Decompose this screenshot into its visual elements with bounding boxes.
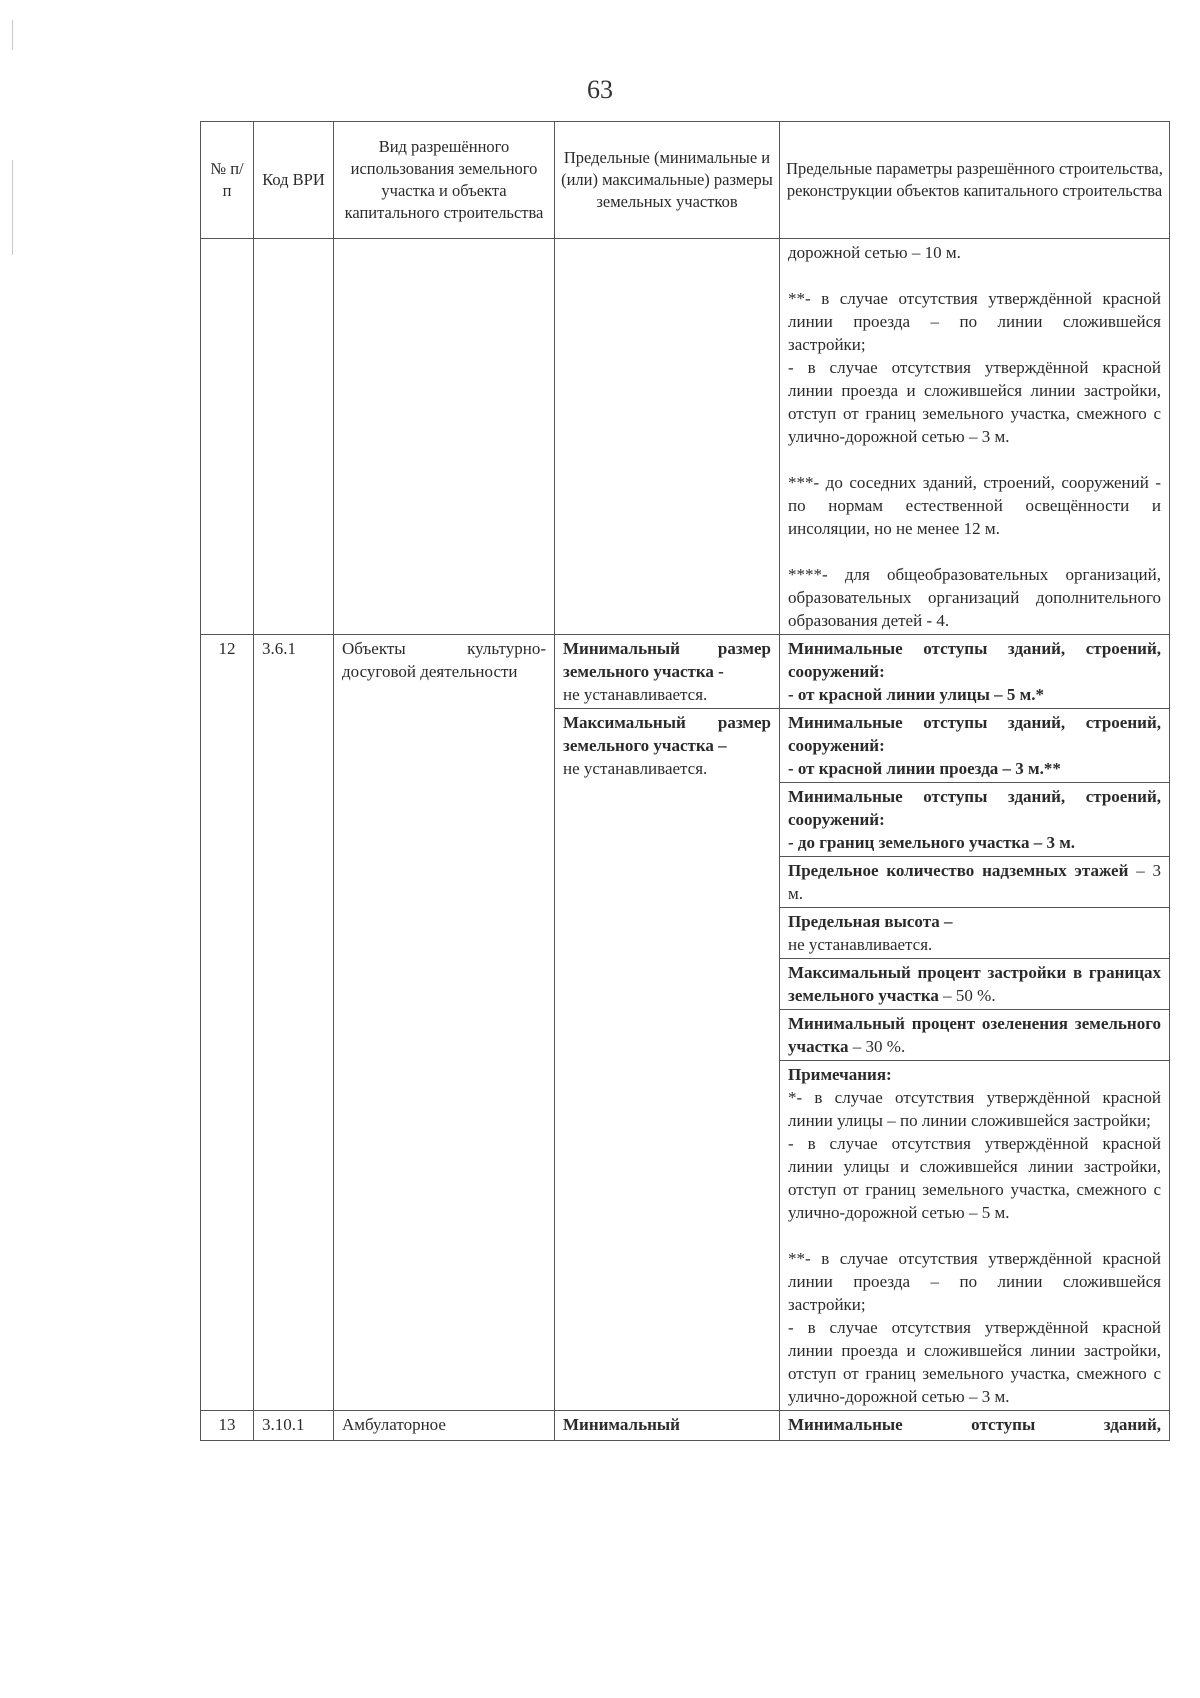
cell-num <box>201 239 254 635</box>
header-parameters: Предельные параметры разрешённого строительства, реконструкции объектов капитального строительства <box>780 122 1170 239</box>
header-num: № п/п <box>201 122 254 239</box>
page-number: 63 <box>587 75 613 104</box>
cont-paragraph: ****- для общеобразовательных организаций, образовательных организаций дополнительного образования детей - 4. <box>788 565 1161 630</box>
scan-mark <box>12 160 13 255</box>
param-build-percent <box>780 959 1170 1010</box>
param-value: – 30 %. <box>848 1037 906 1056</box>
header-use-type: Вид разрешённого использования земельного участка и объекта капитального строительства <box>334 122 555 239</box>
cell-parameters <box>780 239 1170 635</box>
notes <box>780 1061 1170 1411</box>
max-size-title: Максимальный размер земельного участка – <box>563 713 771 755</box>
param-title: Минимальные отступы зданий, строений, сооружений: <box>788 713 1161 755</box>
param-red-line-passage <box>780 709 1170 783</box>
param-value: - до границ земельного участка – 3 м. <box>788 833 1076 852</box>
param-title: Предельная высота – <box>788 912 953 931</box>
header-plot-size: Предельные (минимальные и (или) максимальные) размеры земельных участков <box>555 122 780 239</box>
param-value: - от красной линии проезда – 3 м.** <box>788 759 1061 778</box>
param-title: Минимальные отступы зданий, строений, сооружений: <box>788 787 1161 829</box>
param-value: - от красной линии улицы – 5 м.* <box>788 685 1044 704</box>
table-row-continuation <box>201 239 1170 635</box>
header-code: Код ВРИ <box>254 122 334 239</box>
min-plot-size <box>555 635 780 709</box>
param-title: Максимальный процент застройки в границах земельного участка <box>788 963 1161 1005</box>
max-size-value: не устанавливается. <box>563 759 708 778</box>
row-use-type: Объекты культурно-досуговой деятельности <box>334 635 555 1411</box>
note: - в случае отсутствия утверждённой красной линии проезда и сложившейся линии застройки, отступ от границ земельного участка, смежного с улично-дорожной сетью – 3 м. <box>788 1318 1161 1406</box>
plot-size: Минимальный <box>555 1411 780 1441</box>
cont-paragraph: - в случае отсутствия утверждённой красной линии проезда и сложившейся линии застройки, отступ от границ земельного участка, смежного с улично-дорожной сетью – 3 м. <box>788 358 1161 446</box>
row-code: 3.10.1 <box>254 1411 334 1441</box>
param-value: не устанавливается. <box>788 935 933 954</box>
row-number: 13 <box>201 1411 254 1441</box>
param-red-line-street <box>780 635 1170 709</box>
cell-code <box>254 239 334 635</box>
cont-paragraph: дорожной сетью – 10 м. <box>788 243 961 262</box>
param-floors <box>780 857 1170 908</box>
table-row-13 <box>201 1411 1170 1441</box>
param-value: – 3 м. <box>788 861 1162 903</box>
cont-paragraph: ***- до соседних зданий, строений, сооружений - по нормам естественной освещённости и инсоляции, но не менее 12 м. <box>788 473 1161 538</box>
note: *- в случае отсутствия утверждённой красной линии улицы – по линии сложившейся застройки; <box>788 1088 1161 1130</box>
cell-use-type <box>334 239 555 635</box>
param-title: Минимальные отступы зданий, строений, сооружений: <box>788 639 1161 681</box>
table-header-row <box>201 122 1170 239</box>
scan-mark <box>12 20 13 50</box>
regulation-table <box>200 121 1170 1441</box>
param-value: – 50 %. <box>938 986 996 1005</box>
note: - в случае отсутствия утверждённой красной линии улицы и сложившейся линии застройки, отступ от границ земельного участка, смежного с улично-дорожной сетью – 5 м. <box>788 1134 1161 1222</box>
param-title: Предельное количество надземных этажей <box>788 861 1129 880</box>
row-code: 3.6.1 <box>254 635 334 1411</box>
row-use-type: Амбулаторное <box>334 1411 555 1441</box>
max-plot-size <box>555 709 780 1411</box>
note: **- в случае отсутствия утверждённой красной линии проезда – по линии сложившейся застройки; <box>788 1249 1161 1314</box>
param-title: Минимальный процент озеленения земельного участка <box>788 1014 1161 1056</box>
row-number: 12 <box>201 635 254 1411</box>
param-green-percent <box>780 1010 1170 1061</box>
table-row-12 <box>201 635 1170 709</box>
cell-plot-size <box>555 239 780 635</box>
notes-title: Примечания: <box>788 1065 892 1084</box>
cont-paragraph: **- в случае отсутствия утверждённой красной линии проезда – по линии сложившейся застройки; <box>788 289 1161 354</box>
min-size-title: Минимальный размер земельного участка - <box>563 639 771 681</box>
param: Минимальные отступы зданий, <box>780 1411 1170 1441</box>
param-plot-border <box>780 783 1170 857</box>
min-size-value: не устанавливается. <box>563 685 708 704</box>
param-height <box>780 908 1170 959</box>
